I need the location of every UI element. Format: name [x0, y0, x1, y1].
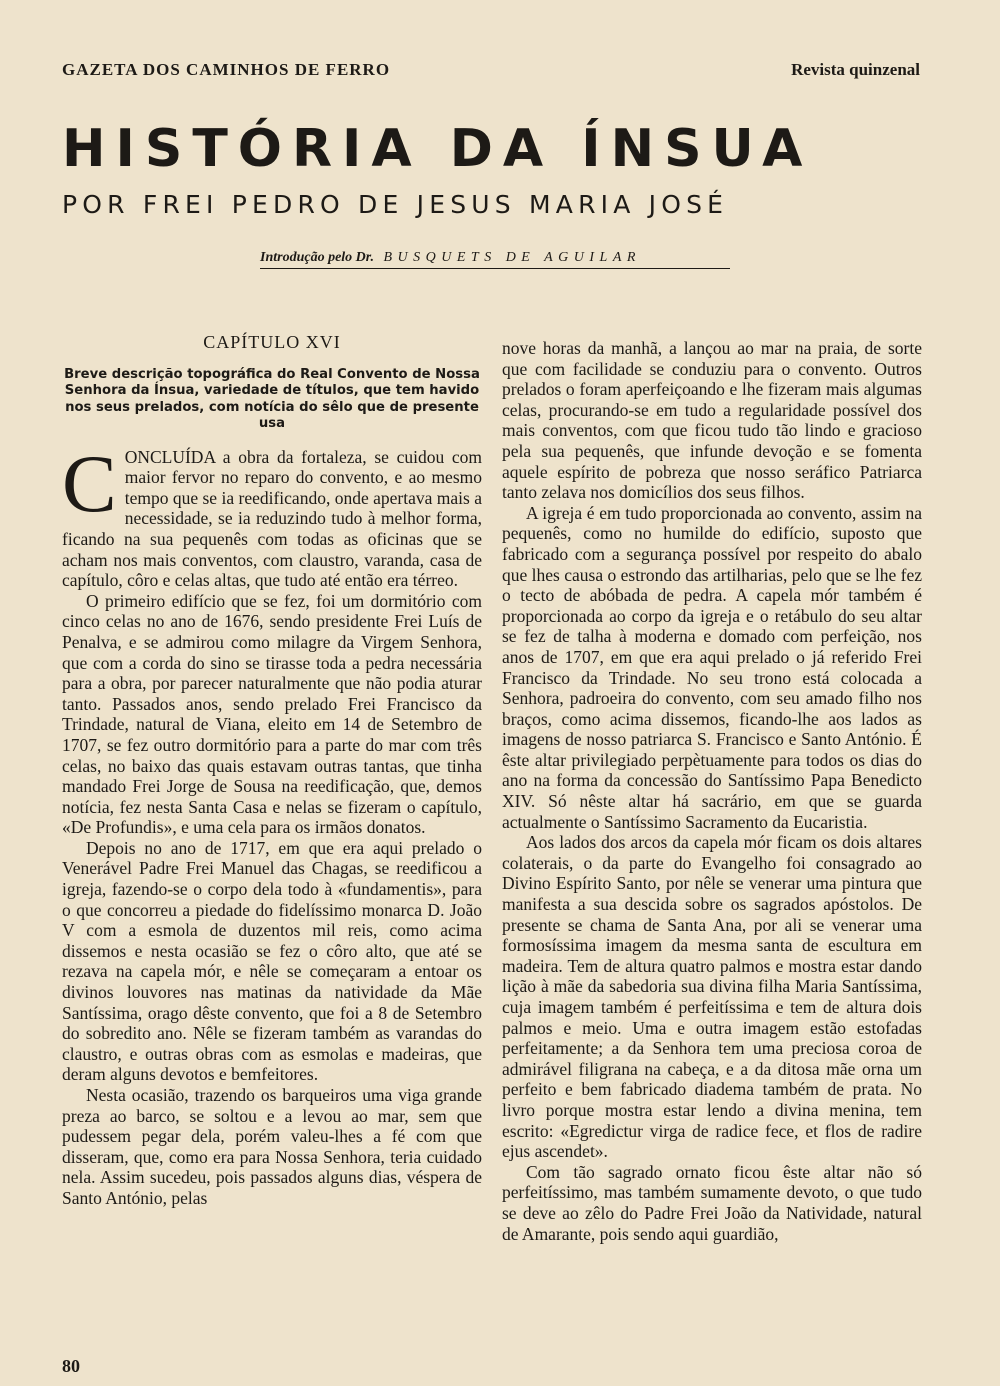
- journal-name: GAZETA DOS CAMINHOS DE FERRO: [62, 60, 391, 79]
- intro-author: BUSQUETS DE AGUILAR: [383, 250, 641, 265]
- paragraph: A igreja é em tudo proporcionada ao convento, assim na pequenês, como no humilde do edifício, suposto que fabricado com a segurança possível por respeito do abalo que lhes causa o estrondo das artilharias, pelo que se lhe fez o tecto de abóbada de pedra. A capela mór também é proporcionada ao corpo da igreja e o retábulo do seu altar se fez de talha à moderna e domado com perfeição, nos anos de 1707, em que era aqui prelado o já referido Frei Francisco da Trindade. No seu trono está colocada a Senhora, padroeira do convento, com seu amado filho nos braços, como acima dissemos, ficando-lhe aos lados as imagens de nosso patriarca S. Francisco e Santo António. É êste altar privilegiado perpètuamente para todos os dias do ano na forma da concessão do Santíssimo Papa Benedicto XIV. Só nêste altar há sacrário, em que se guarda actualmente o Santíssimo Sacramento da Eucaristia.: [502, 502, 922, 832]
- paragraph: [62, 437, 482, 591]
- paragraph: Depois no ano de 1717, em que era aqui prelado o Venerável Padre Frei Manuel das Chagas, se reedificou a igreja, fazendo-se o corpo dela todo à «fundamentis», para o que concorreu a piedade do fidelíssimo monarca D. João V com a esmola de duzentos mil reis, como acima dissemos e nesta ocasião se fez o côro alto, que até se rezava na capela mór, e nêle se começaram a entoar os divinos louvores nas matinas da natividade da Mãe Santíssima, orago dêste convento, que foi a 8 de Setembro do sobredito ano. Nêle se fizeram também as varandas do claustro, e outras obras com as esmolas e madeiras, que deram alguns devotos e bemfeitores.: [62, 837, 482, 1085]
- periodicity: Revista quinzenal: [791, 60, 920, 79]
- page-number: 80: [62, 1356, 80, 1376]
- chapter-heading: CAPÍTULO XVI: [203, 332, 341, 352]
- article-byline: POR FREI PEDRO DE JESUS MARIA JOSÉ: [62, 190, 729, 219]
- paragraph: O primeiro edifício que se fez, foi um dormitório com cinco celas no ano de 1676, sendo presidente Frei Luís de Penalva, e se admirou como milagre da Virgem Senhora, que com a corda do sino se tirasse toda a pedra necessária para a obra, por parecer naturalmente que não podia aturar tanto. Passados anos, sendo prelado Frei Francisco da Trindade, natural de Viana, eleito em 14 de Setembro de 1707, se fez outro dormitório para a parte do mar com três celas, no baixo das quais estavam outras tantas, que tinha mandado Frei Jorge de Sousa na reedificação, que, demos notícia, fez nesta Santa Casa e nelas se fizeram o capítulo, «De Profundis», e uma cela para os irmãos donatos.: [62, 590, 482, 838]
- drop-cap: C: [62, 437, 117, 529]
- chapter-summary: Breve descrição topográfica do Real Convento de Nossa Senhora da Ínsua, variedade de títulos, que tem havido nos seus prelados, com notícia do sêlo que de presente usa: [64, 366, 480, 432]
- article-title: HISTÓRIA DA ÍNSUA: [62, 119, 813, 179]
- paragraph: Nesta ocasião, trazendo os barqueiros uma viga grande preza ao barco, se soltou e a levou ao mar, sem que pudessem pegar dela, porém valeu-lhes a fé com que disseram, que, como era para Nossa Senhora, teria cuidado nela. Assim sucedeu, pois passados alguns dias, véspera de Santo António, pelas: [62, 1085, 482, 1208]
- introduction-credit: [260, 250, 730, 269]
- paragraph-text: ONCLUÍDA a obra da fortaleza, se cuidou com maior fervor no reparo do convento, e ao mesmo tempo que se ia reedificando, onde apertava mais a necessidade, se ia reduzindo tudo à melhor forma, ficando na sua pequenês com todas as oficinas que se acham nos mais conventos, com claustro, varanda, casa de capítulo, côro e celas altas, que tudo até então era térreo.: [62, 446, 482, 591]
- intro-label: Introdução pelo Dr.: [260, 250, 374, 265]
- running-head: [62, 60, 920, 80]
- paragraph: nove horas da manhã, a lançou ao mar na praia, de sorte que com facilidade se conduziu para o convento. Outros prelados o foram aperfeiçoando e lhe fizeram mais algumas celas, procurando-se em tudo a regularidade possível dos mais conventos, com que ficou tudo tão lindo e gracioso pela sua pequenês, que infunde devoção e se fomenta aquele espírito de pobreza que nosso seráfico Patriarca tanto zelava nos domicílios dos seus filhos.: [502, 338, 922, 503]
- text-column-right: [502, 338, 922, 1244]
- text-column-left: [62, 328, 482, 1209]
- paragraph: Com tão sagrado ornato ficou êste altar não só perfeitíssimo, mas também sumamente devoto, o que tudo se deve ao zêlo do Padre Frei João da Natividade, natural de Amarante, pois sendo aqui guardião,: [502, 1161, 922, 1244]
- paragraph: Aos lados dos arcos da capela mór ficam os dois altares colaterais, o da parte do Evangelho foi consagrado ao Divino Espírito Santo, por nêle se venerar uma pintura que manifesta a sua descida sobre os sagrados apóstolos. De presente se chama de Santa Ana, por ali se venerar uma formosíssima imagem da mesma santa de escultura em madeira. Tem de altura quatro palmos e mostra estar dando lição à mãe da sabedoria sua divina filha Maria Santíssima, cuja imagem também é perfeitíssima e tem de altura dois palmos e meio. Uma e outra imagem estão estofadas perfeitamente; a da Senhora tem uma preciosa coroa de admirável filigrana na cabeça, e a da ditosa mãe orna um perfeito e bem fabricado diadema também de prata. No livro porque mostra estar lendo a divina menina, tem escrito: «Egredictur virga de radice fece, et flos de radire ejus ascendet».: [502, 832, 922, 1162]
